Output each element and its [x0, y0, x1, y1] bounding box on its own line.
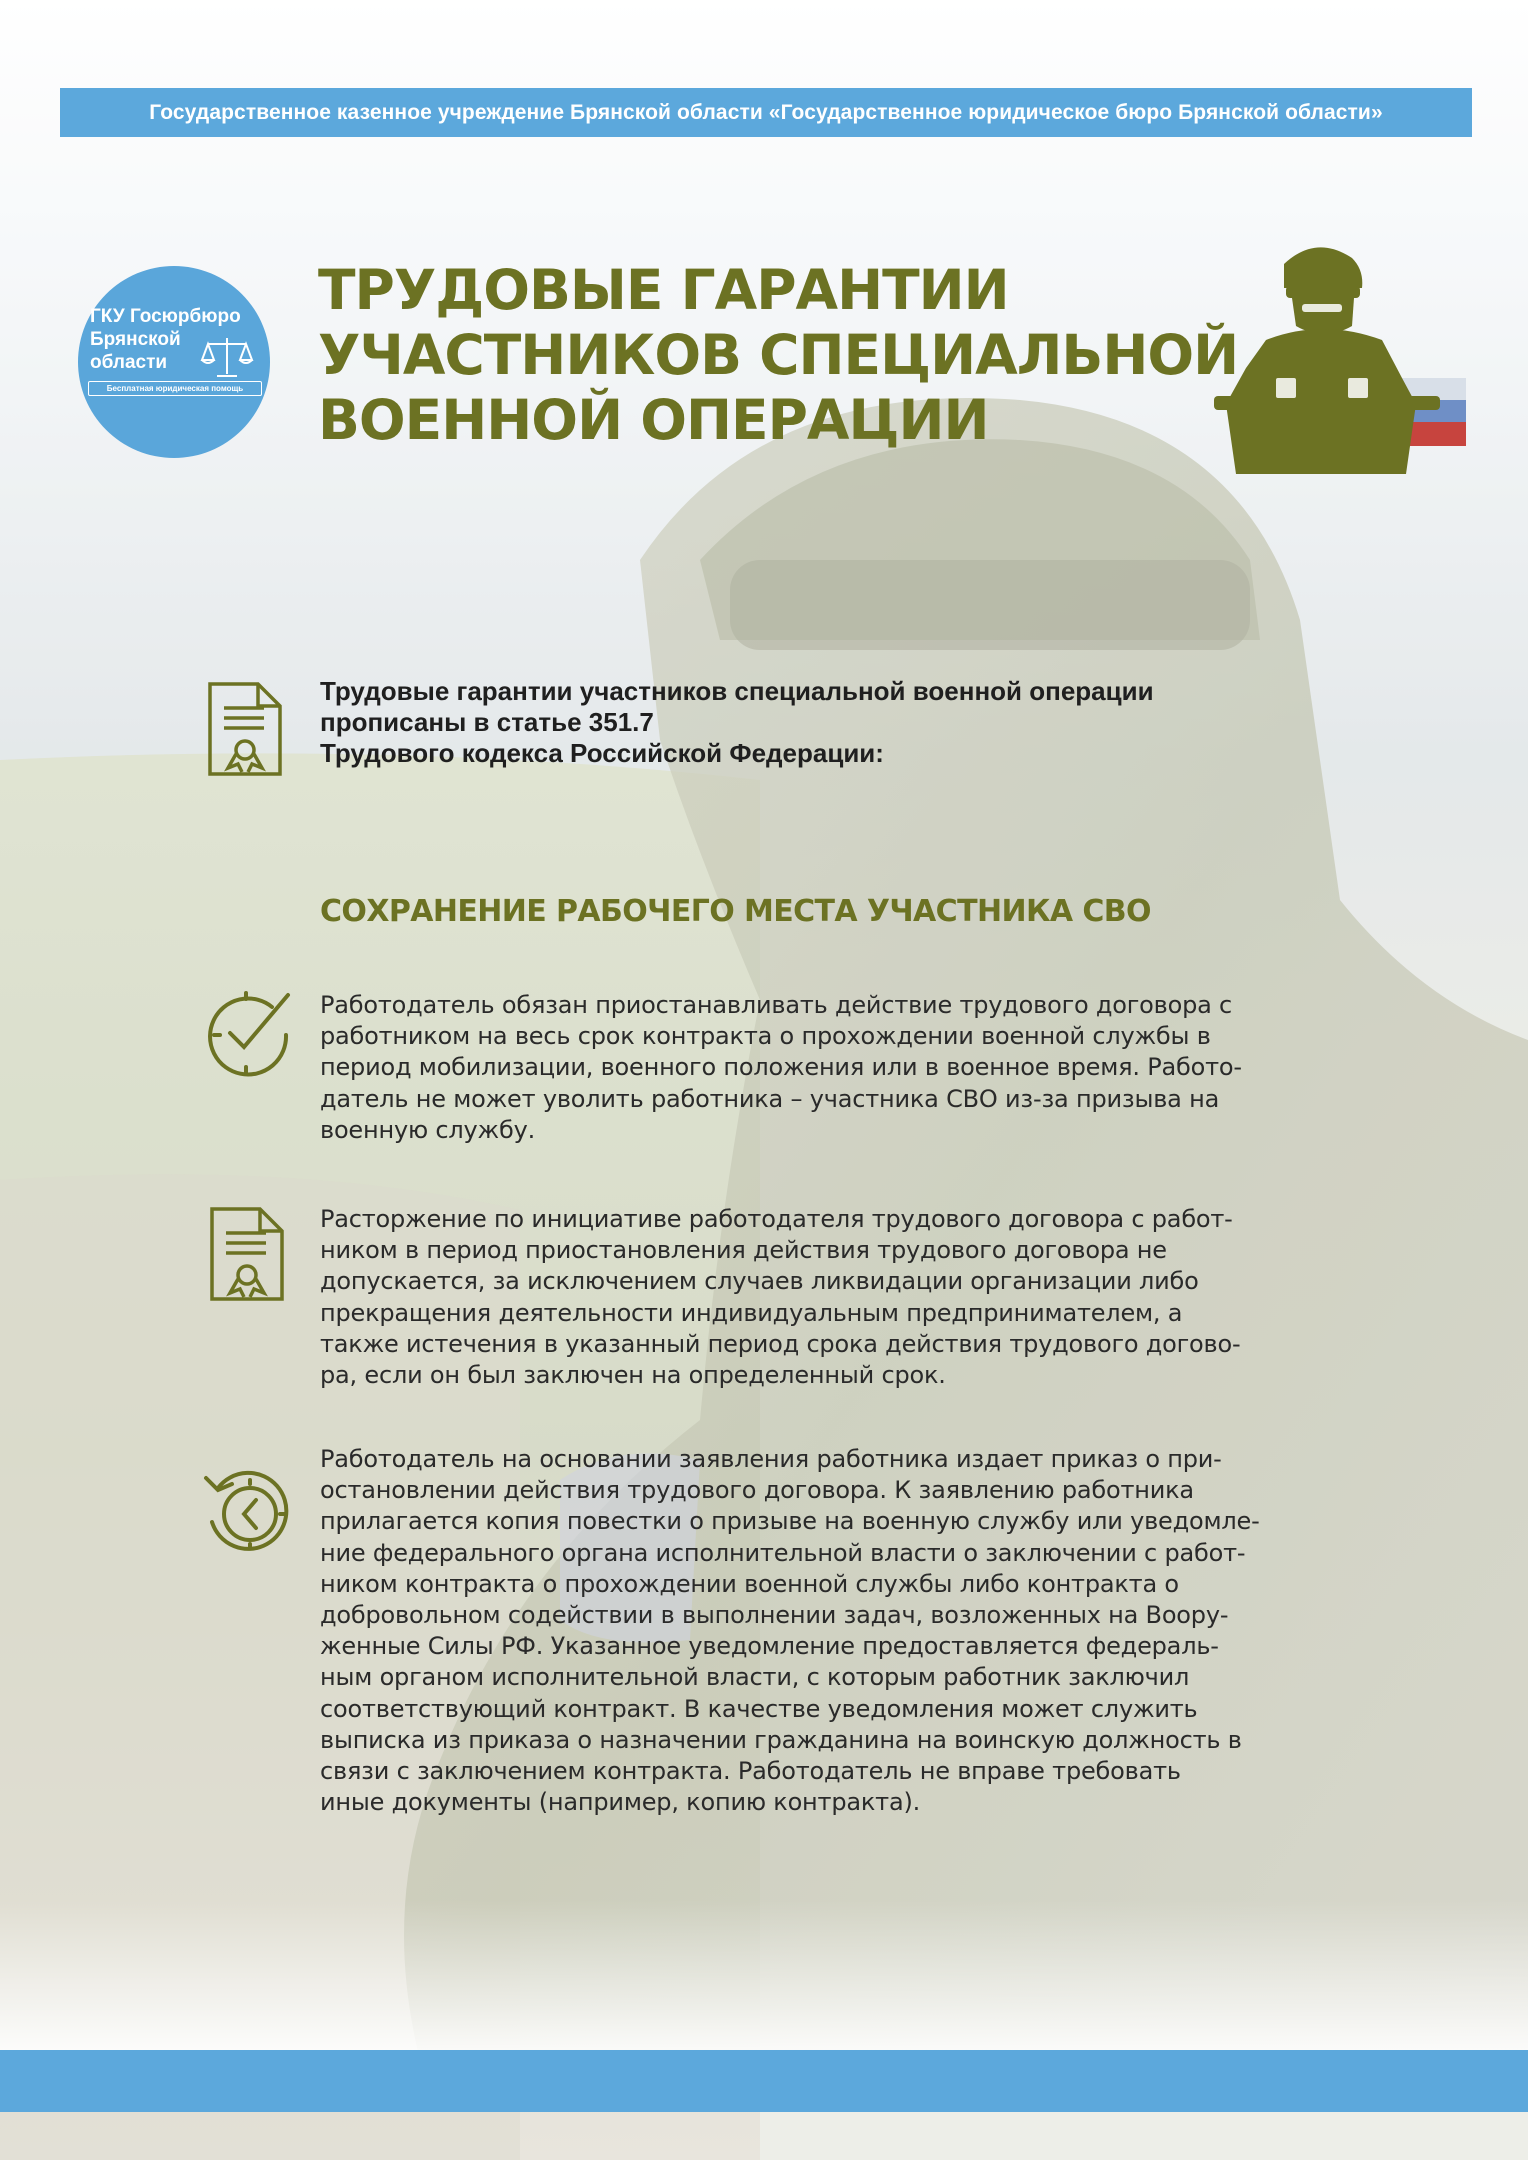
intro-line-2: прописаны в статье 351.7 [320, 707, 654, 737]
paragraph-2-line: ра, если он был заключен на определенный срок. [320, 1361, 946, 1390]
clock-history-icon [198, 1462, 298, 1562]
clock-check-icon [200, 985, 296, 1081]
logo-line-1: ГКУ Госюрбюро [90, 306, 241, 327]
logo-line-2: Брянской [90, 329, 181, 350]
logo-tagline: Бесплатная юридическая помощь [88, 381, 262, 396]
certificate-icon [208, 1205, 286, 1303]
paragraph-2-line: ником в период приостановления действия трудового договора не [320, 1236, 1167, 1265]
paragraph-3-line: соответствующий контракт. В качестве уведомления может служить [320, 1694, 1198, 1723]
banner-text: Государственное казенное учреждение Брянской области «Государственное юридическое бюро Брянской области» [149, 101, 1383, 124]
page-title-line-3: ВОЕННОЙ ОПЕРАЦИИ [318, 388, 989, 452]
page-title-line-2: УЧАСТНИКОВ СПЕЦИАЛЬНОЙ [318, 323, 1239, 387]
paragraph-3 [320, 1444, 1260, 1818]
page-title-line-1: ТРУДОВЫЕ ГАРАНТИИ [318, 258, 1009, 322]
section-heading: СОХРАНЕНИЕ РАБОЧЕГО МЕСТА УЧАСТНИКА СВО [320, 894, 1151, 929]
paragraph-3-line: женные Силы РФ. Указанное уведомление предоставляется федераль- [320, 1632, 1219, 1661]
paragraph-1-line: датель не может уволить работника – участника СВО из-за призыва на [320, 1084, 1220, 1113]
paragraph-3-line: остановлении действия трудового договора. К заявлению работника [320, 1476, 1194, 1505]
paragraph-3-line: ником контракта о прохождении военной службы либо контракта о [320, 1569, 1179, 1598]
paragraph-1-line: период мобилизации, военного положения или в военное время. Работо- [320, 1053, 1242, 1082]
paragraph-2-line: допускается, за исключением случаев ликвидации организации либо [320, 1267, 1199, 1296]
paragraph-1 [320, 990, 1242, 1146]
paragraph-3-line: Работодатель на основании заявления работника издает приказ о при- [320, 1445, 1222, 1473]
paragraph-3-line: добровольном содействии в выполнении задач, возложенных на Воору- [320, 1601, 1229, 1630]
paragraph-2-line: Расторжение по инициативе работодателя трудового договора с работ- [320, 1205, 1233, 1233]
paragraph-3-line: ние федерального органа исполнительной власти о заключении с работ- [320, 1538, 1246, 1567]
paragraph-1-line: военную службу. [320, 1115, 536, 1144]
paragraph-3-line: выписка из приказа о назначении гражданина на воинскую должность в [320, 1725, 1242, 1754]
paragraph-3-line: ным органом исполнительной власти, с которым работник заключил [320, 1663, 1190, 1692]
paragraph-2-line: также истечения в указанный период срока действия трудового догово- [320, 1329, 1241, 1358]
intro-line-1: Трудовые гарантии участников специальной военной операции [320, 676, 1154, 706]
organization-logo [78, 266, 270, 458]
paragraph-2 [320, 1204, 1240, 1391]
scales-icon [200, 334, 254, 380]
soldier-emblem-icon [1206, 228, 1466, 488]
top-banner [60, 88, 1472, 137]
paragraph-2-line: прекращения деятельности индивидуальным предпринимателем, а [320, 1298, 1183, 1327]
paragraph-3-line: связи с заключением контракта. Работодатель не вправе требовать [320, 1757, 1181, 1786]
paragraph-3-line: иные документы (например, копию контракта). [320, 1788, 921, 1817]
paragraph-1-line: работником на весь срок контракта о прохождении военной службы в [320, 1022, 1211, 1051]
paragraph-1-line: Работодатель обязан приостанавливать действие трудового договора с [320, 991, 1233, 1019]
intro-line-3: Трудового кодекса Российской Федерации: [320, 738, 884, 768]
bottom-bar [0, 2050, 1528, 2112]
paragraph-3-line: прилагается копия повестки о призыве на военную службу или уведомле- [320, 1507, 1260, 1536]
certificate-icon [206, 680, 284, 778]
logo-line-3: области [90, 352, 168, 373]
